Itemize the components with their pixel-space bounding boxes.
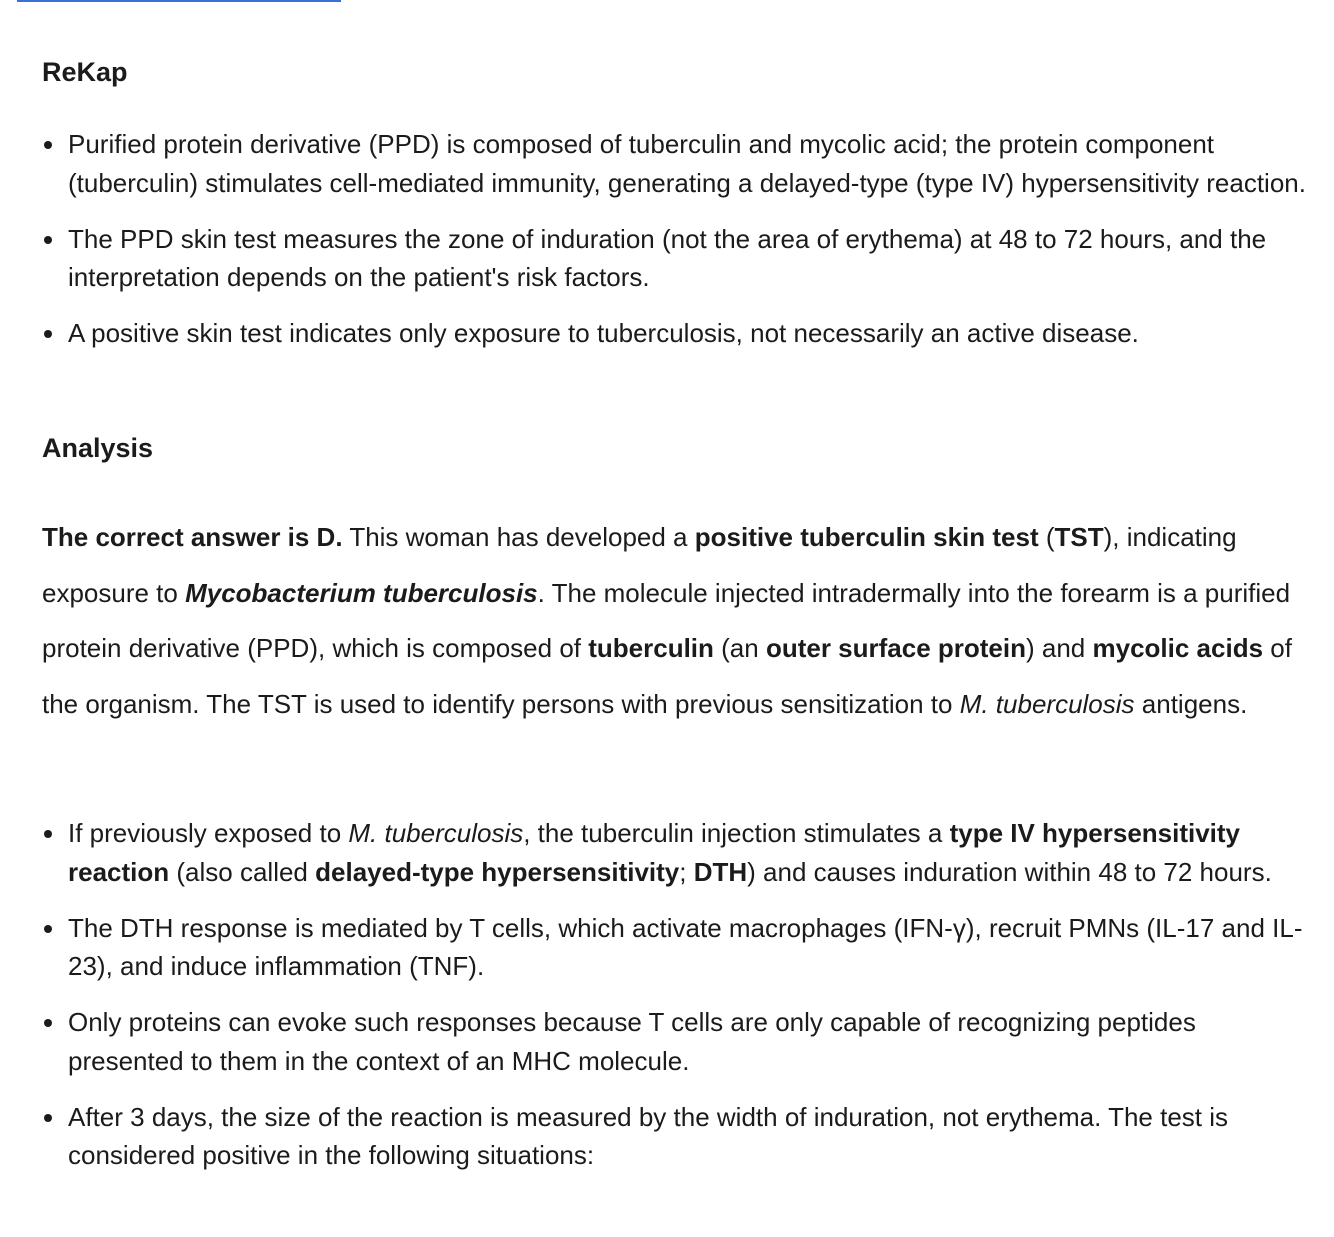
answer-text-6: ) and <box>1026 633 1093 664</box>
rekap-heading: ReKap <box>42 57 128 87</box>
answer-text-4: . The molecule injected intradermally into the forearm is a purified protein derivative (PPD), which is composed of <box>42 577 1291 664</box>
rekap-bullet-3: A positive skin test indicates only exposure to tuberculosis, not necessarily an active disease. <box>42 314 1318 353</box>
analysis-bullet-1-text-5: ) and causes induration within 48 to 72 hours. <box>747 856 1272 887</box>
answer-bold-tst: positive tuberculin skin test <box>694 522 1039 552</box>
analysis-bullet-1-bold-3: DTH <box>693 856 748 887</box>
analysis-bullet-1-bold-1: type IV hypersensitivity reaction <box>68 818 1241 887</box>
answer-organism: Mycobacterium tuberculosis <box>185 577 538 608</box>
answer-text-7: of the organism. The TST is used to identify persons with previous sensitization to <box>42 633 1292 719</box>
analysis-bullet-4: After 3 days, the size of the reaction is measured by the width of induration, not erythema. The test is considered positive in the following situations: <box>42 1098 1318 1175</box>
answer-paragraph <box>42 510 1318 732</box>
analysis-bullet-3: Only proteins can evoke such responses because T cells are only capable of recognizing peptides presented to them in the context of an MHC molecule. <box>42 1003 1318 1080</box>
answer-bold-mycolic-acids: mycolic acids <box>1092 633 1264 664</box>
analysis-bullet-1-bold-2: delayed-type hypersensitivity <box>315 856 680 887</box>
analysis-bullet-1-text-4: ; <box>679 856 694 887</box>
answer-text-1: This woman has developed a <box>342 522 695 552</box>
top-link-underline[interactable] <box>17 0 341 2</box>
analysis-bullet-1-text-2: , the tuberculin injection stimulates a <box>523 818 950 848</box>
analysis-bullet-1 <box>42 814 1318 891</box>
analysis-list <box>42 814 1318 1192</box>
analysis-bullet-1-text-1: If previously exposed to <box>68 818 349 848</box>
answer-text-5: (an <box>713 633 766 664</box>
answer-bold-tst-abbr: TST <box>1054 522 1104 552</box>
rekap-list <box>42 125 1318 370</box>
answer-text-8: antigens. <box>1134 688 1248 719</box>
answer-bold-tuberculin: tuberculin <box>588 633 714 664</box>
answer-lead: The correct answer is D. <box>42 522 343 552</box>
analysis-bullet-1-italic: M. tuberculosis <box>348 818 524 848</box>
answer-text-2: ( <box>1038 522 1055 552</box>
answer-text-3: ), indicating exposure to <box>42 522 1237 608</box>
rekap-bullet-2: The PPD skin test measures the zone of induration (not the area of erythema) at 48 to 72 hours, and the interpretation depends on the patient's risk factors. <box>42 220 1318 297</box>
analysis-bullet-2: The DTH response is mediated by T cells, which activate macrophages (IFN-γ), recruit PMNs (IL-17 and IL-23), and induce inflammation (TNF). <box>42 909 1318 986</box>
rekap-bullet-1: Purified protein derivative (PPD) is composed of tuberculin and mycolic acid; the protein component (tuberculin) stimulates cell-mediated immunity, generating a delayed-type (type IV) hypersensitivity reaction. <box>42 125 1318 202</box>
answer-bold-outer-surface-protein: outer surface protein <box>765 633 1026 664</box>
analysis-heading: Analysis <box>42 433 154 463</box>
answer-italic-organism: M. tuberculosis <box>959 688 1135 719</box>
analysis-bullet-1-text-3: (also called <box>169 856 316 887</box>
